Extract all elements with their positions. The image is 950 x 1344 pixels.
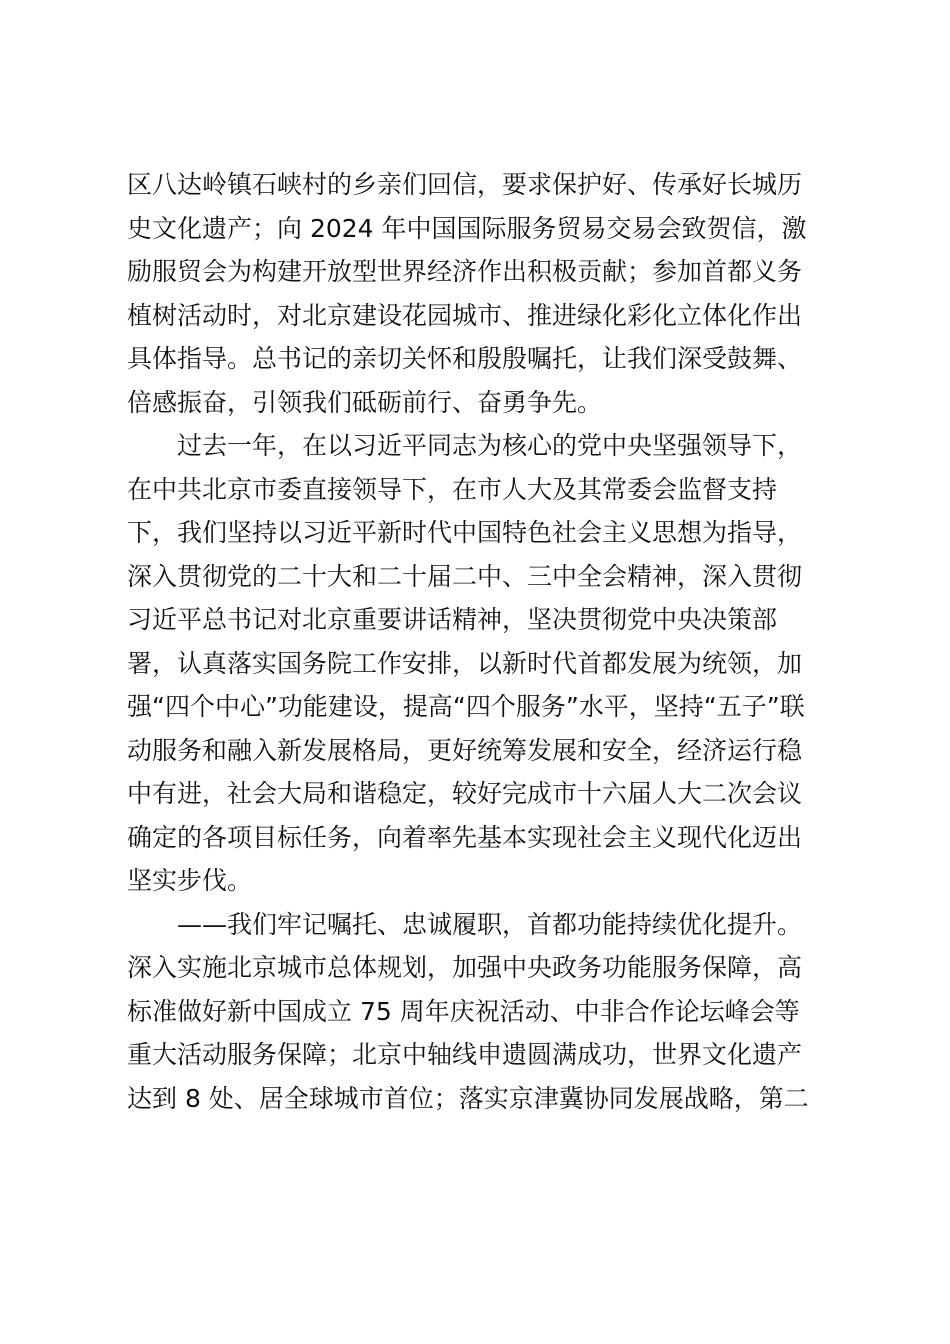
text-line-10: 深入贯彻党的二十大和二十届二中、三中全会精神，深入贯彻 [127, 561, 803, 591]
text-line-4: 植树活动时，对北京建设花园城市、推进绿化彩化立体化作出 [127, 300, 803, 330]
text-line-20: 标准做好新中国成立 75 周年庆祝活动、中非合作论坛峰会等 [127, 996, 800, 1026]
text-line-12: 署，认真落实国务院工作安排，以新时代首都发展为统领，加 [127, 648, 803, 678]
text-line-2: 史文化遗产；向 2024 年中国国际服务贸易交易会致贺信，激 [127, 213, 807, 243]
text-line-9: 下，我们坚持以习近平新时代中国特色社会主义思想为指导， [127, 518, 803, 547]
text-line-6: 倍感振奋，引领我们砥砺前行、奋勇争先。 [127, 387, 603, 417]
text-line-5: 具体指导。总书记的亲切关怀和殷殷嘱托，让我们深受鼓舞、 [127, 344, 803, 373]
text-line-1: 区八达岭镇石峡村的乡亲们回信，要求保护好、传承好长城历 [127, 170, 803, 199]
text-line-19: 深入实施北京城市总体规划，加强中央政务功能服务保障，高 [127, 953, 803, 982]
text-line-13: 强“四个中心”功能建设，提高“四个服务”水平，坚持“五子”联 [127, 692, 805, 721]
text-line-8: 在中共北京市委直接领导下，在市人大及其常委会监督支持 [127, 474, 778, 504]
text-line-3: 励服贸会为构建开放型世界经济作出积极贡献；参加首都义务 [127, 257, 803, 286]
text-line-18: ——我们牢记嘱托、忠诚履职，首都功能持续优化提升。 [127, 909, 803, 939]
text-line-11: 习近平总书记对北京重要讲话精神，坚决贯彻党中央决策部 [127, 605, 778, 634]
text-line-22: 达到 8 处、居全球城市首位；落实京津冀协同发展战略，第二 [127, 1083, 809, 1113]
text-line-15: 中有进，社会大局和谐稳定，较好完成市十六届人大二次会议 [127, 779, 803, 808]
text-line-21: 重大活动服务保障；北京中轴线申遗圆满成功，世界文化遗产 [127, 1040, 803, 1069]
text-line-7: 过去一年，在以习近平同志为核心的党中央坚强领导下， [127, 431, 803, 460]
text-line-16: 确定的各项目标任务，向着率先基本实现社会主义现代化迈出 [127, 822, 803, 852]
text-line-14: 动服务和融入新发展格局，更好统筹发展和安全，经济运行稳 [127, 735, 803, 765]
text-line-17: 坚实步伐。 [127, 866, 253, 895]
body-text [127, 163, 827, 1120]
